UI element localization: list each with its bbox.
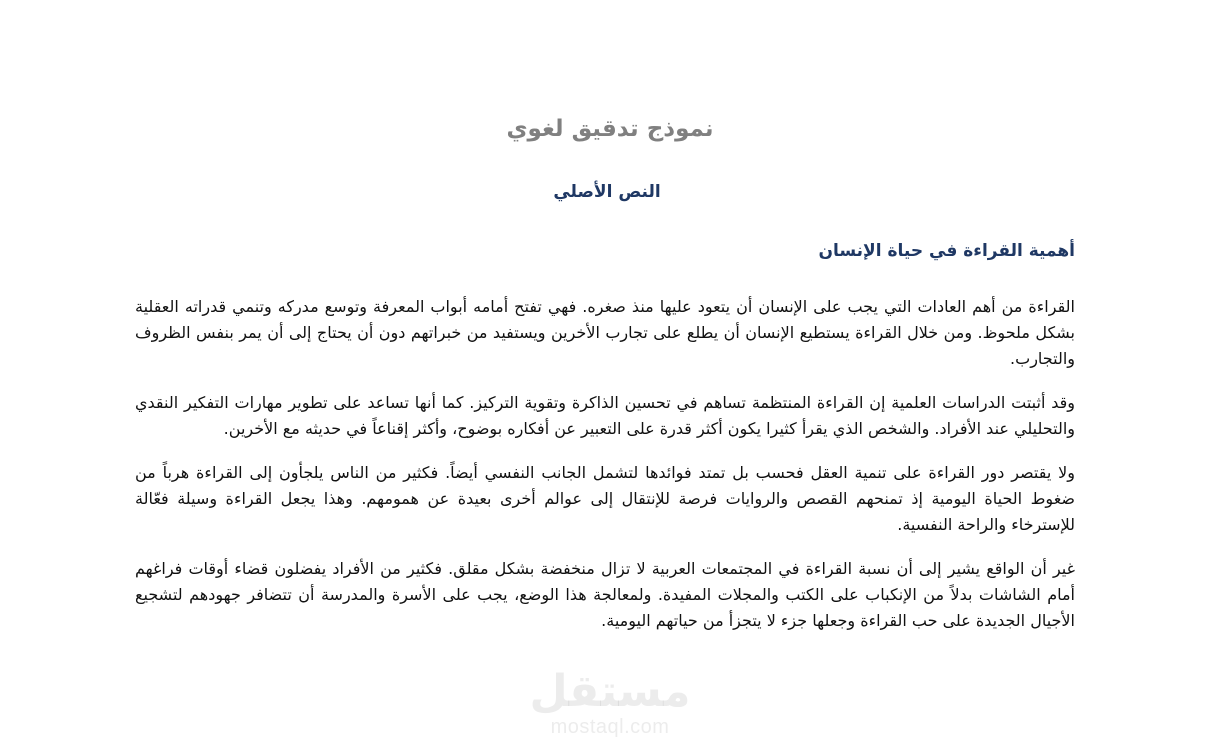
document-subtitle: النص الأصلي bbox=[553, 182, 661, 202]
watermark-url: mostaql.com bbox=[550, 716, 670, 738]
mostaql-watermark bbox=[520, 668, 700, 738]
document-title: نموذج تدقيق لغوي bbox=[506, 116, 714, 142]
paragraph-1: القراءة من أهم العادات التي يجب على الإنسان أن يتعود عليها منذ صغره. فهي تفتح أمامه أبواب المعرفة وتوسع مدركه وتنمي قدراته العقلية بشكل ملحوظ. ومن خلال القراءة يستطيع الإنسان أن يطلع على تجارب الأخرين ويستفيد من خبراتهم دون أن يحتاج إلى أن يمر بنفس الظروف والتجارب. bbox=[135, 297, 1075, 368]
section-heading: أهمية القراءة في حياة الإنسان bbox=[818, 241, 1075, 261]
paragraph-4: غير أن الواقع يشير إلى أن نسبة القراءة في المجتمعات العربية لا تزال منخفضة بشكل مقلق. فكثير من الأفراد يفضلون قضاء أوقات فراغهم أمام الشاشات بدلاً من الإنكباب على الكتب والمجلات المفيدة. ولمعالجة هذا الوضع، يجب على الأسرة والمدرسة أن تتضافر جهودهم لتشجيع الأجيال الجديدة على حب القراءة وجعلها جزء لا يتجزأ من حياتهم اليومية. bbox=[135, 559, 1075, 630]
paragraph-3: ولا يقتصر دور القراءة على تنمية العقل فحسب بل تمتد فوائدها لتشمل الجانب النفسي أيضاً. فكثير من الناس يلجأون إلى القراءة هرباً من ضغوط الحياة اليومية إذ تمنحهم القصص والروايات فرصة للإنتقال إلى عوالم أخرى بعيدة عن همومهم. وهذا يجعل القراءة وسيلة فعّالة للإسترخاء والراحة النفسية. bbox=[135, 463, 1075, 534]
watermark-logo: مستقل bbox=[529, 666, 691, 717]
paragraph-2: وقد أثبتت الدراسات العلمية إن القراءة المنتظمة تساهم في تحسين الذاكرة وتقوية التركيز. كما أنها تساعد على تطوير مهارات التفكير النقدي والتحليلي عند الأفراد. والشخص الذي يقرأ كثيرا يكون أكثر قدرة على التعبير عن أفكاره بوضوح، وأكثر إقناعاً في حديثه مع الأخرين. bbox=[135, 393, 1075, 438]
body-text bbox=[135, 294, 1075, 652]
